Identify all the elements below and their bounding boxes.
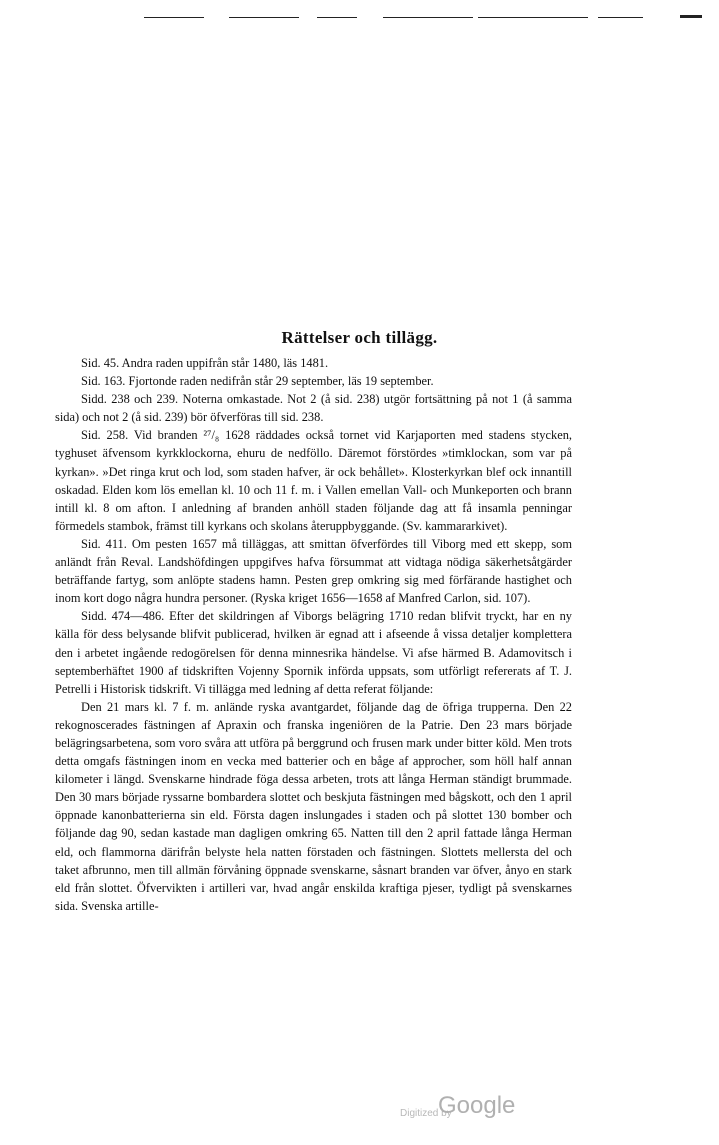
paragraph: Sidd. 238 och 239. Noterna omkastade. Not 2 (å sid. 238) utgör fortsättning på not 1 (å samma sida) och not 2 (å sid. 239) bör öfverföras till sid. 238. xyxy=(55,392,572,425)
paragraph: Sid. 411. Om pesten 1657 må tilläggas, att smittan öfverfördes till Viborg med ett skepp, som anländt från Reval. Landshöfdingen uppgifves hafva försummat att vidtaga nödiga säkerhetsåtgärder beträffande fartyg, som anlöpte stadens hamn. Pesten grep omkring sig med förfärande hastighet och inom kort dogo några hundra personer. (Ryska kriget 1656—1658 af Manfred Carlon, sid. 107). xyxy=(55,536,572,606)
watermark-brand-logo: Google xyxy=(438,1092,516,1119)
scan-edge-line xyxy=(229,17,299,18)
paragraph: Sid. 163. Fjortonde raden nedifrån står 29 september, läs 19 september. xyxy=(81,374,434,389)
scan-edge-line xyxy=(680,15,702,18)
digitized-watermark xyxy=(400,1092,530,1132)
scan-edge-line xyxy=(598,17,643,18)
paragraph: Den 21 mars kl. 7 f. m. anlände ryska avantgardet, följande dag de öfriga trupperna. Den 22 rekognoscerades fästningen af Apraxin och franska ingeniören de la Patrie. Den 23 mars började belägringsarbetena, som voro svåra att utföra på berggrund och frusen mark under bitter köld. Men trots detta omgafs fästningen inom en vecka med batterier och en båge af approcher, som höll half annan kilometer i längd. Svenskarne hindrade föga dessa arbeten, trots att långa Herman ständigt brummade. Den 30 mars började ryssarne bombardera slottet och beskjuta fästningen med bågskott, och den 1 april öppnade kanonbatterierna sin eld. Första dagen inslungades i staden och på slottet 130 bomber och följande dag 90, sedan kastade man dagligen omkring 65. Natten till den 2 april fattade långa Herman eld, och flammorna därifrån belyste hela natten förstaden och fästningen. Slottets mellersta del och taket afbrunno, men till allmän förvåning öppnade svenskarne, såsnart branden var öfver, ånyo en stark eld från slottet. Öfvervikten i artilleri var, hvad angår enskilda kraftiga pjeser, tydligt på svenskarnes sida. Svenska artille- xyxy=(55,699,572,913)
scan-edge-line xyxy=(317,17,357,18)
scan-edge-line xyxy=(144,17,204,18)
watermark-prefix: Digitized by xyxy=(400,1108,452,1119)
paragraph: Sid. 45. Andra raden uppifrån står 1480, läs 1481. xyxy=(81,356,329,370)
scan-edge-line xyxy=(383,17,473,18)
document-body xyxy=(55,354,572,915)
page-title: Rättelser och tillägg. xyxy=(281,328,438,348)
scan-edge-line xyxy=(478,17,588,18)
paragraph: Sidd. 474—486. Efter det skildringen af Viborgs belägring 1710 redan blifvit tryckt, har en ny källa för dess belysande blifvit publicerad, hvilken är egnad att i afseende å vissa detaljer komplettera den i arbetet ingående redogörelsen för denna minnesrika händelse. Vi afse härmed B. Adamovitsch i septemberhäftet 1900 af tidskriften Vojenny Spornik införda uppsats, som utförligt refererats af T. J. Petrelli i Historisk tidskrift. Vi tillägga med ledning af detta referat följande: xyxy=(55,609,572,696)
paragraph: Sid. 258. Vid branden ²⁷/₈ 1628 räddades också tornet vid Karjaporten med stadens stycken, tyghuset äfvensom kyrkklockorna, ehuru de nedföllo. Däremot förstördes »timklockan, som var på kyrkan». »Det ringa krut och lod, som staden hafver, är ock behållet». Klosterkyrkan blef ock innantill oskadad. Elden kom lös emellan kl. 10 och 11 f. m. i Vallen emellan Vall- och Munkeporten och brann intill kl. 8 om afton. I anledning af branden anhöll staden följande dag att få insamla penningar förmedels stambok, främst till kyrkans och skolans återuppbyggande. (Sv. kammararkivet). xyxy=(55,428,572,533)
